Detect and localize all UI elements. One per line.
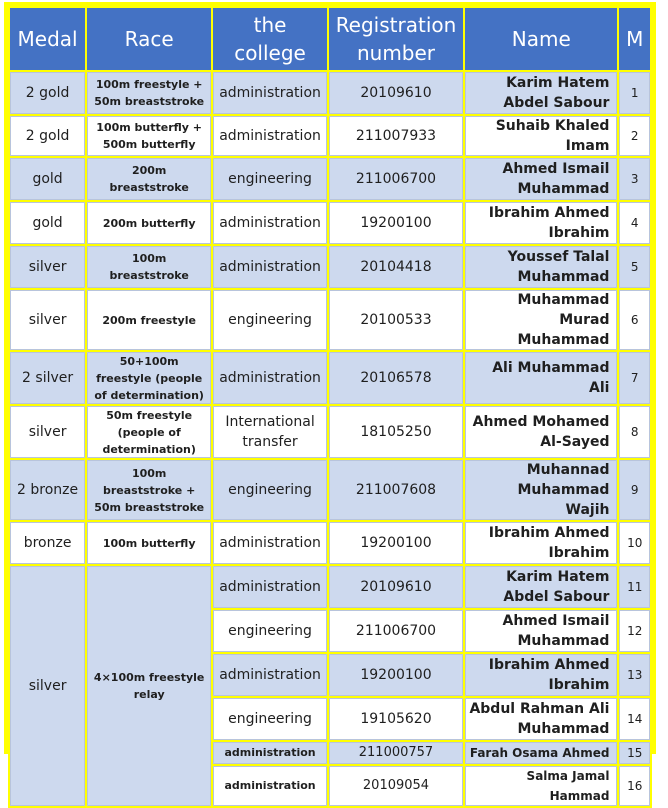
medal-cell: bronze <box>10 522 85 564</box>
table-row <box>10 72 650 114</box>
college-cell: administration <box>213 566 327 608</box>
table-row <box>10 246 650 288</box>
college-cell: administration <box>213 742 327 764</box>
race-cell: 50+100m freestyle (people of determination) <box>87 352 211 404</box>
m-cell: 16 <box>619 766 650 806</box>
m-cell: 7 <box>619 352 650 404</box>
name-cell: Salma Jamal Hammad <box>465 766 617 806</box>
header-race: Race <box>87 8 211 70</box>
table-row <box>10 406 650 458</box>
race-cell: 100m butterfly <box>87 522 211 564</box>
relay-medal-cell: silver <box>10 566 85 806</box>
registration-cell: 20109610 <box>329 72 463 114</box>
college-cell: administration <box>213 654 327 696</box>
registration-cell: 211006700 <box>329 610 463 652</box>
m-cell: 15 <box>619 742 650 764</box>
header-registration: Registration number <box>329 8 463 70</box>
medal-cell: silver <box>10 406 85 458</box>
name-cell: Youssef Talal Muhammad <box>465 246 617 288</box>
table-frame <box>4 2 656 803</box>
table-row <box>10 290 650 350</box>
name-cell: Karim Hatem Abdel Sabour <box>465 72 617 114</box>
medal-cell: gold <box>10 158 85 200</box>
college-cell: administration <box>213 116 327 156</box>
medal-cell: 2 gold <box>10 116 85 156</box>
m-cell: 1 <box>619 72 650 114</box>
m-cell: 8 <box>619 406 650 458</box>
table-row <box>10 116 650 156</box>
name-cell: Muhannad Muhammad Wajih <box>465 460 617 520</box>
relay-row <box>10 566 650 608</box>
race-cell: 100m butterfly + 500m butterfly <box>87 116 211 156</box>
registration-cell: 19105620 <box>329 698 463 740</box>
race-cell: 200m freestyle <box>87 290 211 350</box>
race-cell: 100m freestyle + 50m breaststroke <box>87 72 211 114</box>
m-cell: 10 <box>619 522 650 564</box>
m-cell: 13 <box>619 654 650 696</box>
college-cell: administration <box>213 352 327 404</box>
race-cell: 100m breaststroke + 50m breaststroke <box>87 460 211 520</box>
table-row <box>10 352 650 404</box>
race-cell: 200m breaststroke <box>87 158 211 200</box>
registration-cell: 211006700 <box>329 158 463 200</box>
name-cell: Muhammad Murad Muhammad <box>465 290 617 350</box>
name-cell: Ibrahim Ahmed Ibrahim <box>465 202 617 244</box>
race-cell: 50m freestyle (people of determination) <box>87 406 211 458</box>
header-m: M <box>619 8 650 70</box>
name-cell: Karim Hatem Abdel Sabour <box>465 566 617 608</box>
registration-cell: 20109610 <box>329 566 463 608</box>
medal-cell: 2 bronze <box>10 460 85 520</box>
name-cell: Farah Osama Ahmed <box>465 742 617 764</box>
registration-cell: 19200100 <box>329 202 463 244</box>
college-cell: engineering <box>213 460 327 520</box>
header-medal: Medal <box>10 8 85 70</box>
medal-cell: gold <box>10 202 85 244</box>
college-cell: administration <box>213 522 327 564</box>
registration-cell: 20106578 <box>329 352 463 404</box>
college-cell: engineering <box>213 610 327 652</box>
table-row <box>10 460 650 520</box>
relay-race-cell: 4×100m freestyle relay <box>87 566 211 806</box>
race-cell: 200m butterfly <box>87 202 211 244</box>
name-cell: Ibrahim Ahmed Ibrahim <box>465 654 617 696</box>
registration-cell: 211000757 <box>329 742 463 764</box>
registration-cell: 19200100 <box>329 522 463 564</box>
name-cell: Ali Muhammad Ali <box>465 352 617 404</box>
table-row <box>10 522 650 564</box>
registration-cell: 211007608 <box>329 460 463 520</box>
name-cell: Ahmed Ismail Muhammad <box>465 158 617 200</box>
medal-cell: 2 gold <box>10 72 85 114</box>
m-cell: 2 <box>619 116 650 156</box>
college-cell: engineering <box>213 698 327 740</box>
m-cell: 11 <box>619 566 650 608</box>
name-cell: Ahmed Mohamed Al-Sayed <box>465 406 617 458</box>
table-row <box>10 158 650 200</box>
name-cell: Suhaib Khaled Imam <box>465 116 617 156</box>
college-cell: engineering <box>213 158 327 200</box>
m-cell: 4 <box>619 202 650 244</box>
m-cell: 12 <box>619 610 650 652</box>
registration-cell: 19200100 <box>329 654 463 696</box>
header-row <box>10 8 650 70</box>
registration-cell: 20100533 <box>329 290 463 350</box>
registration-cell: 211007933 <box>329 116 463 156</box>
registration-cell: 18105250 <box>329 406 463 458</box>
name-cell: Ahmed Ismail Muhammad <box>465 610 617 652</box>
registration-cell: 20109054 <box>329 766 463 806</box>
m-cell: 9 <box>619 460 650 520</box>
m-cell: 14 <box>619 698 650 740</box>
medal-cell: 2 silver <box>10 352 85 404</box>
table-row <box>10 202 650 244</box>
name-cell: Ibrahim Ahmed Ibrahim <box>465 522 617 564</box>
college-cell: administration <box>213 246 327 288</box>
registration-cell: 20104418 <box>329 246 463 288</box>
college-cell: International transfer <box>213 406 327 458</box>
m-cell: 6 <box>619 290 650 350</box>
college-cell: engineering <box>213 290 327 350</box>
header-name: Name <box>465 8 617 70</box>
college-cell: administration <box>213 72 327 114</box>
race-cell: 100m breaststroke <box>87 246 211 288</box>
m-cell: 3 <box>619 158 650 200</box>
name-cell: Abdul Rahman Ali Muhammad <box>465 698 617 740</box>
medals-table <box>8 6 652 808</box>
m-cell: 5 <box>619 246 650 288</box>
medal-cell: silver <box>10 290 85 350</box>
college-cell: administration <box>213 202 327 244</box>
college-cell: administration <box>213 766 327 806</box>
medal-cell: silver <box>10 246 85 288</box>
header-college: the college <box>213 8 327 70</box>
